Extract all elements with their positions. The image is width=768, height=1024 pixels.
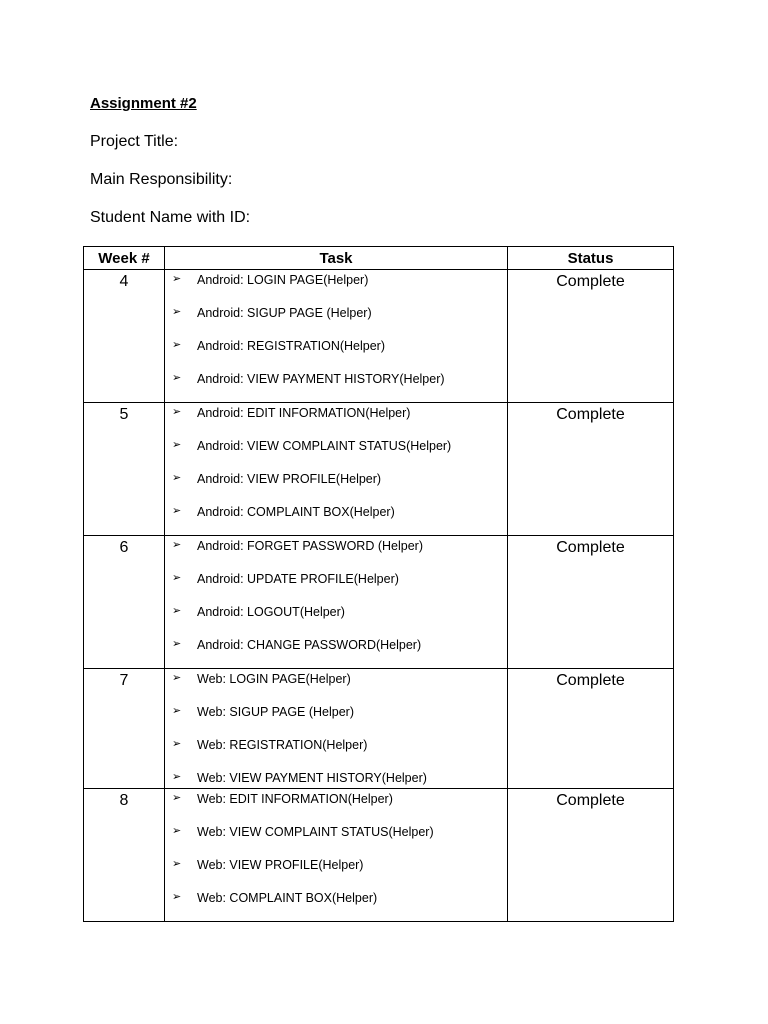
task-item (165, 602, 507, 635)
student-name-label: Student Name with ID: (90, 209, 251, 226)
task-text: Android: VIEW COMPLAINT STATUS(Helper) (197, 439, 452, 453)
task-text: Web: LOGIN PAGE(Helper) (197, 672, 351, 686)
task-item (165, 789, 507, 822)
week-number: 8 (119, 792, 129, 809)
week-cell (84, 270, 165, 403)
week-cell (84, 669, 165, 789)
status-cell (508, 403, 674, 536)
task-text: Web: VIEW PAYMENT HISTORY(Helper) (197, 771, 427, 785)
task-item (165, 822, 507, 855)
task-text: Web: EDIT INFORMATION(Helper) (197, 792, 393, 806)
task-item (165, 536, 507, 569)
arrowhead-bullet-icon: ➢ (172, 771, 182, 783)
week-number: 5 (119, 406, 129, 423)
task-text: Android: COMPLAINT BOX(Helper) (197, 505, 395, 519)
task-text: Android: SIGUP PAGE (Helper) (197, 306, 372, 320)
task-item (165, 303, 507, 336)
arrowhead-bullet-icon: ➢ (172, 858, 182, 870)
task-text: Web: SIGUP PAGE (Helper) (197, 705, 354, 719)
arrowhead-bullet-icon: ➢ (172, 792, 182, 804)
task-list (165, 789, 507, 921)
task-text: Web: VIEW COMPLAINT STATUS(Helper) (197, 825, 434, 839)
status-text: Complete (556, 406, 625, 423)
task-item (165, 768, 507, 788)
task-cell (165, 669, 508, 789)
task-text: Web: REGISTRATION(Helper) (197, 738, 368, 752)
task-item (165, 569, 507, 602)
task-item (165, 502, 507, 535)
assignment-title: Assignment #2 (90, 95, 197, 112)
task-list (165, 669, 507, 788)
task-text: Android: FORGET PASSWORD (Helper) (197, 539, 423, 553)
task-item (165, 469, 507, 502)
task-item (165, 336, 507, 369)
task-item (165, 403, 507, 436)
status-cell (508, 669, 674, 789)
project-title-label: Project Title: (90, 133, 179, 150)
task-text: Android: CHANGE PASSWORD(Helper) (197, 638, 422, 652)
arrowhead-bullet-icon: ➢ (172, 505, 182, 517)
task-item (165, 735, 507, 768)
main-responsibility-label: Main Responsibility: (90, 171, 233, 188)
task-item (165, 369, 507, 402)
status-text: Complete (556, 792, 625, 809)
task-cell (165, 270, 508, 403)
arrowhead-bullet-icon: ➢ (172, 738, 182, 750)
status-cell (508, 270, 674, 403)
table-row (84, 789, 674, 922)
weekly-task-table (83, 246, 674, 922)
header-task: Task (165, 247, 508, 270)
task-text: Web: COMPLAINT BOX(Helper) (197, 891, 378, 905)
arrowhead-bullet-icon: ➢ (172, 439, 182, 451)
arrowhead-bullet-icon: ➢ (172, 672, 182, 684)
week-cell (84, 536, 165, 669)
arrowhead-bullet-icon: ➢ (172, 638, 182, 650)
task-text: Android: UPDATE PROFILE(Helper) (197, 572, 399, 586)
week-number: 7 (119, 672, 129, 689)
status-cell (508, 789, 674, 922)
task-cell (165, 789, 508, 922)
task-text: Android: VIEW PROFILE(Helper) (197, 472, 382, 486)
header-status: Status (508, 247, 674, 270)
status-text: Complete (556, 273, 625, 290)
task-text: Android: REGISTRATION(Helper) (197, 339, 386, 353)
arrowhead-bullet-icon: ➢ (172, 572, 182, 584)
arrowhead-bullet-icon: ➢ (172, 372, 182, 384)
week-cell (84, 789, 165, 922)
task-item (165, 855, 507, 888)
task-list (165, 270, 507, 402)
task-list (165, 403, 507, 535)
table-row (84, 669, 674, 789)
table-row (84, 536, 674, 669)
status-text: Complete (556, 539, 625, 556)
status-cell (508, 536, 674, 669)
task-cell (165, 403, 508, 536)
arrowhead-bullet-icon: ➢ (172, 406, 182, 418)
table-header-row (84, 247, 674, 270)
arrowhead-bullet-icon: ➢ (172, 605, 182, 617)
arrowhead-bullet-icon: ➢ (172, 825, 182, 837)
arrowhead-bullet-icon: ➢ (172, 539, 182, 551)
task-cell (165, 536, 508, 669)
task-text: Android: LOGIN PAGE(Helper) (197, 273, 369, 287)
week-number: 6 (119, 539, 129, 556)
task-item (165, 270, 507, 303)
task-item (165, 669, 507, 702)
task-list (165, 536, 507, 668)
task-item (165, 702, 507, 735)
arrowhead-bullet-icon: ➢ (172, 891, 182, 903)
task-item (165, 635, 507, 668)
task-text: Android: EDIT INFORMATION(Helper) (197, 406, 411, 420)
table-row (84, 270, 674, 403)
arrowhead-bullet-icon: ➢ (172, 705, 182, 717)
status-text: Complete (556, 672, 625, 689)
arrowhead-bullet-icon: ➢ (172, 472, 182, 484)
task-text: Android: VIEW PAYMENT HISTORY(Helper) (197, 372, 445, 386)
week-number: 4 (119, 273, 129, 290)
task-item (165, 888, 507, 921)
task-text: Android: LOGOUT(Helper) (197, 605, 345, 619)
header-week: Week # (84, 247, 165, 270)
task-item (165, 436, 507, 469)
arrowhead-bullet-icon: ➢ (172, 273, 182, 285)
week-cell (84, 403, 165, 536)
task-text: Web: VIEW PROFILE(Helper) (197, 858, 364, 872)
table-row (84, 403, 674, 536)
arrowhead-bullet-icon: ➢ (172, 306, 182, 318)
arrowhead-bullet-icon: ➢ (172, 339, 182, 351)
